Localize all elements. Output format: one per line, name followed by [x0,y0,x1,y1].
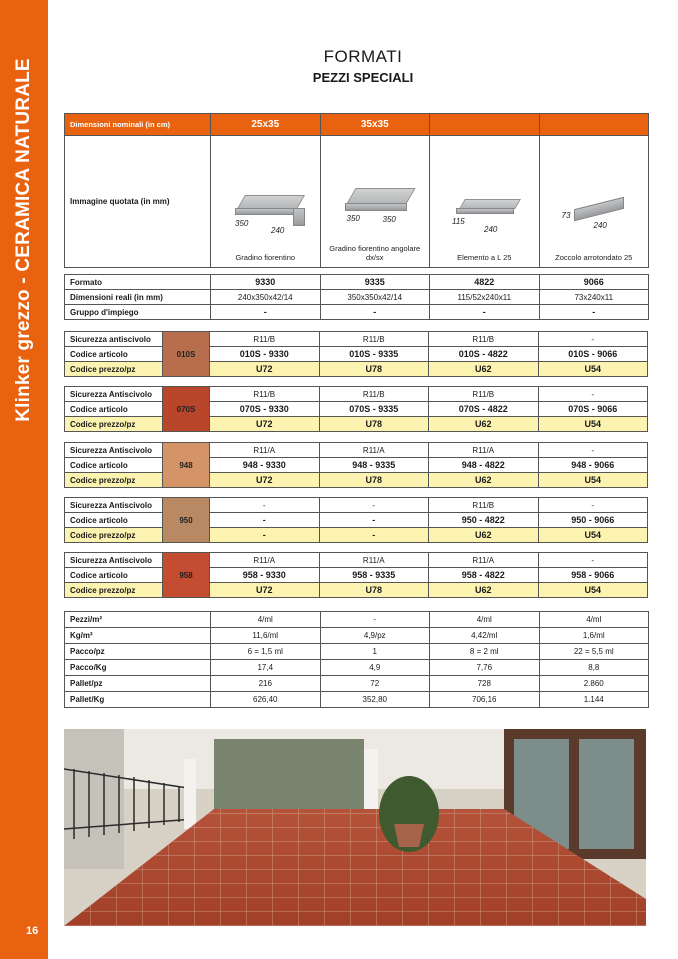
color-block-1 [64,386,648,432]
cell: 948 - 9330 [210,458,320,473]
color-block-2 [64,442,648,488]
packaging-table [64,611,649,708]
cell: U62 [429,362,539,377]
piece-cell [320,136,430,268]
cell: - [538,387,648,402]
cell: 7,76 [430,660,540,676]
table-row [65,628,649,644]
cell: 948 - 4822 [429,458,539,473]
row-label: Codice prezzo/pz [65,473,163,488]
table-row [65,458,648,473]
dimensions-header-row [65,114,649,136]
table-row [65,443,648,458]
dimensions-table [64,113,649,268]
color-swatch: 010S [163,332,210,377]
floor-photo [64,729,646,926]
page-subtitle: PEZZI SPECIALI [312,70,414,85]
cell: R11/A [429,443,539,458]
table-row [65,553,648,568]
table-row [65,583,648,598]
cell: - [539,305,649,320]
table-row [65,362,648,377]
cell: 8,8 [539,660,649,676]
row-label: Dimensioni reali (in mm) [65,290,211,305]
color-block-4 [64,552,648,598]
cell: 1.144 [539,692,649,708]
cell: U78 [319,417,429,432]
cell: R11/B [429,387,539,402]
cell: 010S - 9066 [538,347,648,362]
cell: R11/B [210,387,320,402]
row-label: Codice articolo [65,458,163,473]
cell: U72 [210,362,320,377]
cell: 22 = 5,5 ml [539,644,649,660]
dim-value [430,114,540,136]
color-block-3 [64,497,648,543]
dim-value: 35x35 [320,114,430,136]
cell: R11/A [319,443,429,458]
cell: 070S - 4822 [429,402,539,417]
cell: - [210,498,320,513]
color-block-0 [64,331,648,377]
cell: - [319,528,429,543]
cell: 950 - 4822 [429,513,539,528]
row-label: Sicurezza Antiscivolo [65,498,163,513]
row-label: Codice prezzo/pz [65,583,163,598]
table-row [65,692,649,708]
cell: 1,6/ml [539,628,649,644]
table-row [65,473,648,488]
cell: U62 [429,473,539,488]
piece-cell [539,136,649,268]
cell: 950 - 9066 [538,513,648,528]
cell: 958 - 4822 [429,568,539,583]
cell: 9066 [539,275,649,290]
table-row [65,290,649,305]
cell: R11/A [210,443,320,458]
skirting-image [574,197,634,219]
table-row [65,612,649,628]
row-label: Sicurezza antiscivolo [65,332,163,347]
cell: R11/A [429,553,539,568]
cell: - [538,332,648,347]
row-label: Pallet/Kg [65,692,211,708]
dim-label: 350 [382,215,396,224]
table-row [65,332,648,347]
dim-value [539,114,649,136]
piece-cell [430,136,540,268]
row-label: Sicurezza Antiscivolo [65,387,163,402]
cell: 1 [320,644,430,660]
cell: 240x350x42/14 [211,290,321,305]
dim-label: 350 [346,214,360,223]
row-label: Codice prezzo/pz [65,528,163,543]
cell: - [319,498,429,513]
cell: R11/B [429,498,539,513]
cell: U72 [210,417,320,432]
row-label: Pallet/pz [65,676,211,692]
piece-caption: Gradino fiorentino [235,253,296,262]
image-label: Immagine quotata (in mm) [65,136,211,268]
cell: 958 - 9330 [210,568,320,583]
cell: 350x350x42/14 [320,290,430,305]
cell: 010S - 9330 [210,347,320,362]
cell: U62 [429,417,539,432]
cell: - [538,498,648,513]
cell: 72 [320,676,430,692]
row-label: Codice prezzo/pz [65,362,163,377]
cell: U62 [429,528,539,543]
cell: 17,4 [211,660,321,676]
table-row [65,305,649,320]
cell: 4,9/pz [320,628,430,644]
dimensions-label: Dimensioni nominali (in cm) [65,114,211,136]
color-swatch: 948 [163,443,210,488]
cell: 115/52x240x11 [430,290,540,305]
cell: - [320,305,430,320]
cell: - [430,305,540,320]
cell: 4/ml [211,612,321,628]
row-label: Codice articolo [65,513,163,528]
cell: - [538,553,648,568]
cell: U72 [210,473,320,488]
cell: - [211,305,321,320]
row-label: Sicurezza Antiscivolo [65,443,163,458]
piece-cell [211,136,321,268]
cell: 070S - 9335 [319,402,429,417]
table-row [65,676,649,692]
cell: 9330 [211,275,321,290]
cell: 070S - 9066 [538,402,648,417]
cell: 8 = 2 ml [430,644,540,660]
dim-label: 240 [593,221,607,230]
cell: 4822 [430,275,540,290]
cell: 216 [211,676,321,692]
table-row [65,347,648,362]
cell: U78 [319,473,429,488]
row-label: Sicurezza Antiscivolo [65,553,163,568]
l-element-image [456,199,526,225]
table-row [65,498,648,513]
image-row [65,136,649,268]
cell: R11/A [319,553,429,568]
cell: 4,42/ml [430,628,540,644]
page-number: 16 [26,925,39,937]
cell: U54 [538,583,648,598]
cell: U62 [429,583,539,598]
cell: 958 - 9335 [319,568,429,583]
cell: 4/ml [539,612,649,628]
dim-label: 240 [484,225,498,234]
cell: U54 [538,362,648,377]
row-label: Codice articolo [65,568,163,583]
cell: R11/B [429,332,539,347]
cell: R11/B [319,387,429,402]
sidebar [0,0,48,959]
dim-label: 350 [235,219,249,228]
row-label: Codice articolo [65,402,163,417]
table-row [65,660,649,676]
cell: 352,80 [320,692,430,708]
row-label: Codice prezzo/pz [65,417,163,432]
cell: 2.860 [539,676,649,692]
cell: U54 [538,528,648,543]
piece-caption: Elemento a L 25 [457,253,512,262]
cell: U78 [319,362,429,377]
table-row [65,417,648,432]
cell: R11/A [210,553,320,568]
cell: 010S - 4822 [429,347,539,362]
dim-value: 25x35 [211,114,321,136]
page-title: FORMATI [323,47,403,66]
cell: - [319,513,429,528]
cell: 948 - 9335 [319,458,429,473]
dim-label: 115 [452,217,465,226]
cell: 728 [430,676,540,692]
piece-caption: Gradino fiorentino angolare dx/sx [329,244,421,262]
cell: U72 [210,583,320,598]
cell: - [210,528,320,543]
table-row [65,644,649,660]
table-row [65,513,648,528]
color-swatch: 070S [163,387,210,432]
cell: R11/B [319,332,429,347]
table-row [65,402,648,417]
table-row [65,568,648,583]
cell: 706,16 [430,692,540,708]
cell: 4/ml [430,612,540,628]
row-label: Gruppo d'impiego [65,305,211,320]
row-label: Kg/m² [65,628,211,644]
terrace-photo-image [64,729,646,926]
cell: 11,6/ml [211,628,321,644]
color-swatch: 950 [163,498,210,543]
sidebar-title: Klinker grezzo - CERAMICA NATURALE [13,58,34,422]
table-row [65,275,649,290]
format-table [64,274,649,320]
cell: U54 [538,417,648,432]
row-label: Pacco/pz [65,644,211,660]
row-label: Pacco/Kg [65,660,211,676]
cell: 4,9 [320,660,430,676]
table-row [65,387,648,402]
cell: - [320,612,430,628]
cell: 070S - 9330 [210,402,320,417]
cell: U54 [538,473,648,488]
table-row [65,528,648,543]
cell: - [538,443,648,458]
cell: R11/B [210,332,320,347]
color-swatch: 958 [163,553,210,598]
cell: 958 - 9066 [538,568,648,583]
cell: 948 - 9066 [538,458,648,473]
row-label: Codice articolo [65,347,163,362]
cell: - [210,513,320,528]
row-label: Pezzi/m² [65,612,211,628]
cell: 010S - 9335 [319,347,429,362]
cell: 9335 [320,275,430,290]
piece-caption: Zoccolo arrotondato 25 [555,253,633,262]
cell: 73x240x11 [539,290,649,305]
row-label: Formato [65,275,211,290]
cell: 6 = 1,5 ml [211,644,321,660]
dim-label: 73 [561,211,571,220]
cell: 626,40 [211,692,321,708]
dim-label: 240 [271,226,285,235]
cell: U78 [319,583,429,598]
